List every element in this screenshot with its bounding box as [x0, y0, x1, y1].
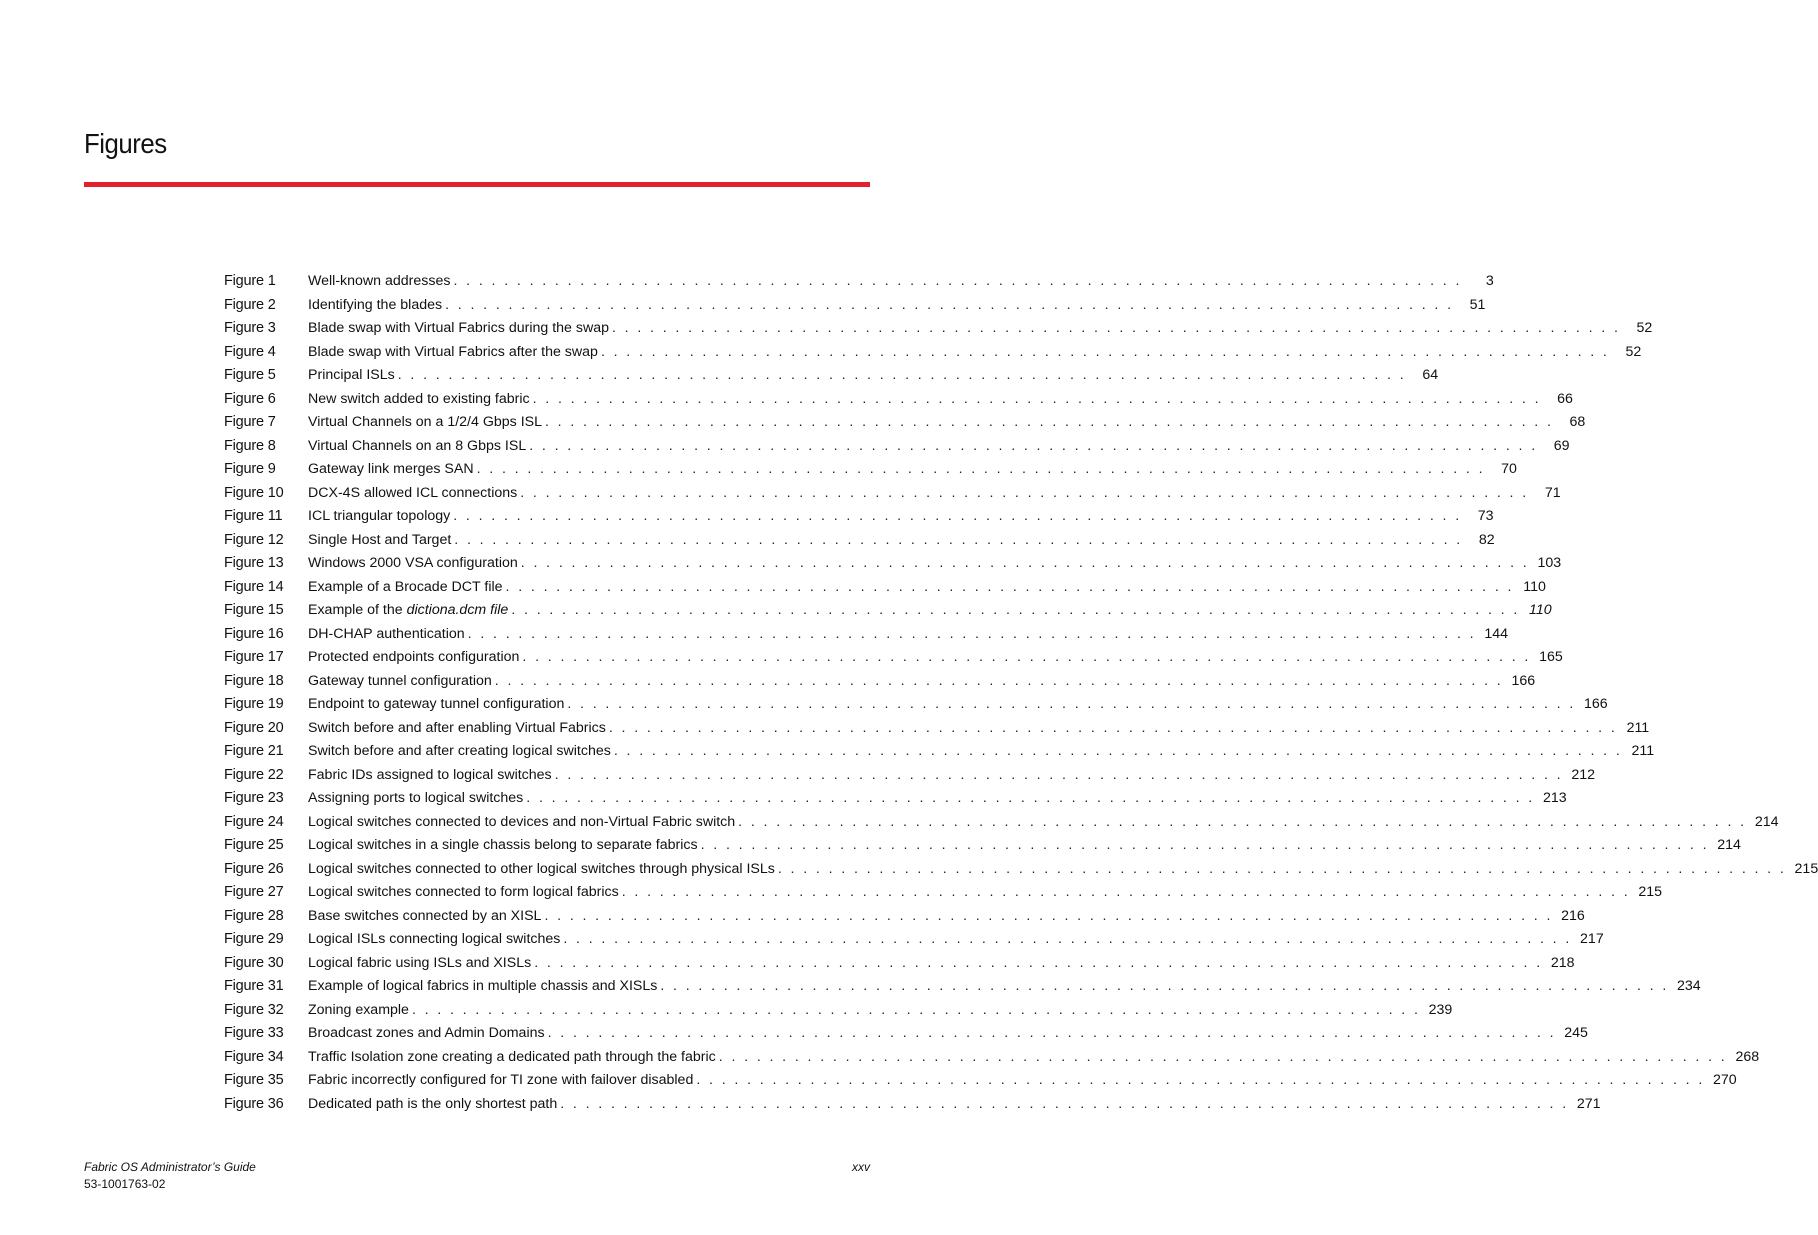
figure-entry-text — [308, 438, 1570, 454]
list-of-figures — [224, 273, 1818, 1119]
dot-leader: . . . . . . . . . . . . . . . . . . . . . . . . . . . . . . . . . . . . . . . . . . . . . . . . . . . . . . . . . . . . . . . . . . . . . . . . . . . . . . . . — [529, 437, 1538, 454]
figure-caption: Fabric IDs assigned to logical switches — [308, 766, 552, 783]
figure-page-number: 110 — [1523, 578, 1546, 595]
figure-label: Figure 20 — [224, 719, 284, 736]
figure-entry-text — [308, 908, 1585, 924]
figure-entry[interactable] — [224, 437, 1570, 462]
figure-entry-text — [308, 1072, 1737, 1088]
figure-entry[interactable] — [224, 1048, 1760, 1073]
figure-caption: DCX-4S allowed ICL connections — [308, 484, 518, 501]
figure-entry[interactable] — [224, 367, 1439, 391]
figure-label: Figure 21 — [224, 743, 284, 759]
figure-page-number: 214 — [1754, 813, 1779, 830]
dot-leader: . . . . . . . . . . . . . . . . . . . . . . . . . . . . . . . . . . . . . . . . . . . . . . . . . . . . . . . . . . . . . . . . . . . . . . . . . . . . . . . . — [718, 1048, 1728, 1065]
figure-caption: Well-known addresses — [308, 273, 451, 289]
dot-leader: . . . . . . . . . . . . . . . . . . . . . . . . . . . . . . . . . . . . . . . . . . . . . . . . . . . . . . . . . . . . . . . . . . . . . . . . . . . . . . . . — [700, 837, 1709, 853]
figure-entry[interactable] — [224, 602, 1552, 626]
figure-caption: Endpoint to gateway tunnel configuration — [308, 696, 565, 712]
figure-label: Figure 35 — [224, 1072, 284, 1088]
figure-label: Figure 22 — [224, 766, 284, 783]
figure-entry[interactable] — [224, 461, 1517, 485]
figure-page-number: 212 — [1571, 766, 1595, 783]
figure-page-number: 270 — [1713, 1072, 1737, 1088]
figure-entry[interactable] — [224, 296, 1486, 321]
dot-leader: . . . . . . . . . . . . . . . . . . . . . . . . . . . . . . . . . . . . . . . . . . . . . . . . . . . . . . . . . . . . . . . . . . . . . . . . . . . . . . . . — [494, 672, 1504, 689]
figure-entry-text — [308, 720, 1649, 736]
figure-caption-italic: dictiona.dcm file — [406, 602, 509, 618]
dot-leader: . . . . . . . . . . . . . . . . . . . . . . . . . . . . . . . . . . . . . . . . . . . . . . . . . . . . . . . . . . . . . . . . . . . . . . . . . . . . . . . . — [563, 931, 1572, 947]
figure-entry-text — [308, 602, 1552, 618]
dot-leader: . . . . . . . . . . . . . . . . . . . . . . . . . . . . . . . . . . . . . . . . . . . . . . . . . . . . . . . . . . . . . . . . . . . . . . . . . . . . . . . . — [567, 696, 1576, 712]
figure-page-number: 110 — [1529, 602, 1552, 618]
figure-label: Figure 11 — [224, 508, 283, 524]
figure-caption: Protected endpoints configuration — [308, 649, 520, 665]
figure-caption: Blade swap with Virtual Fabrics after the swap — [308, 343, 598, 360]
figure-label: Figure 27 — [224, 884, 284, 900]
figure-page-number: 52 — [1636, 320, 1653, 336]
figure-caption: Gateway link merges SAN — [308, 461, 474, 477]
footer-doc-number: 53-1001763-02 — [84, 1177, 166, 1191]
figure-entry-text — [308, 814, 1779, 830]
figure-page-number: 165 — [1539, 649, 1563, 665]
dot-leader: . . . . . . . . . . . . . . . . . . . . . . . . . . . . . . . . . . . . . . . . . . . . . . . . . . . . . . . . . . . . . . . . . . . . . . . . . . . . . . . . — [411, 1001, 1421, 1018]
figure-caption: Example of a Brocade DCT file — [308, 578, 503, 595]
figure-label: Figure 34 — [224, 1048, 284, 1065]
figure-entry[interactable] — [224, 555, 1562, 579]
figure-label: Figure 10 — [224, 484, 284, 501]
figure-label: Figure 15 — [224, 602, 284, 618]
figure-page-number: 144 — [1484, 625, 1509, 642]
figure-entry-text — [308, 767, 1595, 783]
figure-label: Figure 30 — [224, 954, 284, 971]
figure-label: Figure 12 — [224, 531, 284, 548]
figure-page-number: 68 — [1569, 414, 1586, 430]
figure-label: Figure 5 — [224, 367, 276, 383]
figure-page-number: 214 — [1717, 837, 1741, 853]
figure-caption: Traffic Isolation zone creating a dedicated path through the fabric — [308, 1048, 716, 1065]
figure-label: Figure 33 — [224, 1025, 284, 1041]
figure-entry-text — [308, 743, 1654, 759]
dot-leader: . . . . . . . . . . . . . . . . . . . . . . . . . . . . . . . . . . . . . . . . . . . . . . . . . . . . . . . . . . . . . . . . . . . . . . . . . . . . . . . . — [397, 367, 1407, 383]
dot-leader: . . . . . . . . . . . . . . . . . . . . . . . . . . . . . . . . . . . . . . . . . . . . . . . . . . . . . . . . . . . . . . . . . . . . . . . . . . . . . . . . — [505, 578, 1514, 595]
figure-entry-text — [308, 696, 1608, 712]
figure-label: Figure 28 — [224, 907, 284, 924]
figure-label: Figure 14 — [224, 578, 284, 595]
figure-entry[interactable] — [224, 390, 1573, 415]
figure-entry[interactable] — [224, 860, 1818, 885]
dot-leader: . . . . . . . . . . . . . . . . . . . . . . . . . . . . . . . . . . . . . . . . . . . . . . . . . . . . . . . . . . . . . . . . . . . . . . . . . . . . . . . . — [608, 719, 1618, 736]
figure-page-number: 215 — [1638, 884, 1663, 900]
figure-label: Figure 29 — [224, 931, 284, 947]
figure-entry[interactable] — [224, 625, 1509, 650]
dot-leader: . . . . . . . . . . . . . . . . . . . . . . . . . . . . . . . . . . . . . . . . . . . . . . . . . . . . . . . . . . . . . . . . . . . . . . . . . . . . . . . . — [476, 461, 1485, 477]
figure-label: Figure 8 — [224, 437, 276, 454]
figure-entry-text — [308, 485, 1561, 501]
figure-page-number: 51 — [1469, 296, 1486, 313]
figure-entry-text — [308, 978, 1701, 994]
figure-entry[interactable] — [224, 978, 1701, 1002]
dot-leader: . . . . . . . . . . . . . . . . . . . . . . . . . . . . . . . . . . . . . . . . . . . . . . . . . . . . . . . . . . . . . . . . . . . . . . . . . . . . . . . . — [454, 531, 1463, 548]
figure-entry[interactable] — [224, 696, 1608, 720]
figure-caption: Fabric incorrectly configured for TI zone with failover disabled — [308, 1072, 694, 1088]
figure-caption: Dedicated path is the only shortest path — [308, 1095, 558, 1112]
figure-page-number: 218 — [1550, 954, 1575, 971]
figure-entry-text — [308, 579, 1546, 595]
figure-page-number: 166 — [1511, 672, 1536, 689]
figure-caption: Switch before and after creating logical switches — [308, 743, 611, 759]
figure-entry[interactable] — [224, 484, 1561, 509]
figure-page-number: 73 — [1477, 508, 1494, 524]
figure-page-number: 166 — [1584, 696, 1608, 712]
figure-page-number: 271 — [1576, 1095, 1601, 1112]
footer-page-number: xxv — [852, 1160, 870, 1174]
figure-caption: Principal ISLs — [308, 367, 395, 383]
dot-leader: . . . . . . . . . . . . . . . . . . . . . . . . . . . . . . . . . . . . . . . . . . . . . . . . . . . . . . . . . . . . . . . . . . . . . . . . . . . . . . . . — [522, 649, 1531, 665]
figure-caption: Switch before and after enabling Virtual Fabrics — [308, 719, 606, 736]
dot-leader: . . . . . . . . . . . . . . . . . . . . . . . . . . . . . . . . . . . . . . . . . . . . . . . . . . . . . . . . . . . . . . . . . . . . . . . . . . . . . . . . — [600, 343, 1610, 360]
dot-leader: . . . . . . . . . . . . . . . . . . . . . . . . . . . . . . . . . . . . . . . . . . . . . . . . . . . . . . . . . . . . . . . . . . . . . . . . . . . . . . . . — [467, 625, 1477, 642]
figure-entry[interactable] — [224, 837, 1741, 861]
figure-entry[interactable] — [224, 884, 1663, 908]
figure-entry[interactable] — [224, 1001, 1453, 1026]
page-title: Figures — [84, 128, 167, 159]
figure-entry-text — [308, 1049, 1759, 1065]
figure-caption: Logical switches connected to form logical fabrics — [308, 884, 619, 900]
figure-entry[interactable] — [224, 578, 1546, 603]
figure-entry[interactable] — [224, 320, 1653, 344]
figure-page-number: 213 — [1542, 790, 1567, 806]
figure-entry-text — [308, 273, 1494, 289]
figure-page-number: 215 — [1794, 860, 1818, 877]
figure-entry[interactable] — [224, 1025, 1588, 1049]
dot-leader: . . . . . . . . . . . . . . . . . . . . . . . . . . . . . . . . . . . . . . . . . . . . . . . . . . . . . . . . . . . . . . . . . . . . . . . . . . . . . . . . — [453, 508, 1462, 524]
figure-entry[interactable] — [224, 719, 1650, 744]
figure-entry-text — [308, 649, 1563, 665]
figure-entry-text — [308, 555, 1561, 571]
figure-page-number: 211 — [1631, 743, 1655, 759]
dot-leader: . . . . . . . . . . . . . . . . . . . . . . . . . . . . . . . . . . . . . . . . . . . . . . . . . . . . . . . . . . . . . . . . . . . . . . . . . . . . . . . . — [520, 555, 1530, 571]
figure-entry[interactable] — [224, 931, 1604, 955]
figure-caption: ICL triangular topology — [308, 508, 451, 524]
figure-entry[interactable] — [224, 907, 1585, 932]
dot-leader: . . . . . . . . . . . . . . . . . . . . . . . . . . . . . . . . . . . . . . . . . . . . . . . . . . . . . . . . . . . . . . . . . . . . . . . . . . . . . . . . — [696, 1072, 1705, 1088]
footer-book-title: Fabric OS Administrator’s Guide — [84, 1160, 256, 1174]
figure-entry-text — [308, 626, 1508, 642]
figure-label: Figure 16 — [224, 625, 284, 642]
figure-entry-text — [308, 837, 1741, 853]
title-divider — [84, 182, 870, 187]
figure-label: Figure 13 — [224, 555, 284, 571]
figure-label: Figure 26 — [224, 860, 284, 877]
figure-entry[interactable] — [224, 1072, 1737, 1096]
dot-leader: . . . . . . . . . . . . . . . . . . . . . . . . . . . . . . . . . . . . . . . . . . . . . . . . . . . . . . . . . . . . . . . . . . . . . . . . . . . . . . . . — [453, 273, 1462, 289]
dot-leader: . . . . . . . . . . . . . . . . . . . . . . . . . . . . . . . . . . . . . . . . . . . . . . . . . . . . . . . . . . . . . . . . . . . . . . . . . . . . . . . . — [532, 390, 1541, 407]
figure-entry-text — [308, 673, 1535, 689]
figure-caption: Logical ISLs connecting logical switches — [308, 931, 561, 947]
figure-entry[interactable] — [224, 273, 1494, 297]
figure-entry[interactable] — [224, 649, 1563, 673]
figure-caption-prefix: Example of the — [308, 602, 407, 618]
dot-leader: . . . . . . . . . . . . . . . . . . . . . . . . . . . . . . . . . . . . . . . . . . . . . . . . . . . . . . . . . . . . . . . . . . . . . . . . . . . . . . . . — [547, 1025, 1556, 1041]
figure-entry-text — [308, 1096, 1601, 1112]
figure-caption: Virtual Channels on a 1/2/4 Gbps ISL — [308, 414, 542, 430]
figure-entry[interactable] — [224, 414, 1586, 438]
figure-entry-text — [308, 461, 1517, 477]
figure-caption: Logical switches connected to other logical switches through physical ISLs — [308, 860, 775, 877]
dot-leader: . . . . . . . . . . . . . . . . . . . . . . . . . . . . . . . . . . . . . . . . . . . . . . . . . . . . . . . . . . . . . . . . . . . . . . . . . . . . . . . . — [554, 766, 1563, 783]
dot-leader: . . . . . . . . . . . . . . . . . . . . . . . . . . . . . . . . . . . . . . . . . . . . . . . . . . . . . . . . . . . . . . . . . . . . . . . . . . . . . . . . — [613, 743, 1623, 759]
figure-caption: Gateway tunnel configuration — [308, 672, 492, 689]
figure-caption — [308, 602, 508, 618]
figure-entry[interactable] — [224, 508, 1494, 532]
figure-page-number: 217 — [1580, 931, 1604, 947]
figure-page-number: 66 — [1557, 390, 1573, 407]
figure-entry-text — [308, 414, 1585, 430]
figure-entry-text — [308, 320, 1652, 336]
figure-label: Figure 31 — [224, 978, 284, 994]
figure-entry-text — [308, 508, 1494, 524]
figure-label: Figure 9 — [224, 461, 276, 477]
figure-label: Figure 1 — [224, 273, 276, 289]
figure-caption: Zoning example — [308, 1001, 409, 1018]
figure-page-number: 234 — [1677, 978, 1701, 994]
figure-page-number: 239 — [1428, 1001, 1453, 1018]
figure-caption: Base switches connected by an XISL — [308, 907, 542, 924]
figure-label: Figure 24 — [224, 813, 284, 830]
figure-entry-text — [308, 1025, 1588, 1041]
dot-leader: . . . . . . . . . . . . . . . . . . . . . . . . . . . . . . . . . . . . . . . . . . . . . . . . . . . . . . . . . . . . . . . . . . . . . . . . . . . . . . . . — [777, 860, 1787, 877]
dot-leader: . . . . . . . . . . . . . . . . . . . . . . . . . . . . . . . . . . . . . . . . . . . . . . . . . . . . . . . . . . . . . . . . . . . . . . . . . . . . . . . . — [445, 296, 1454, 313]
dot-leader: . . . . . . . . . . . . . . . . . . . . . . . . . . . . . . . . . . . . . . . . . . . . . . . . . . . . . . . . . . . . . . . . . . . . . . . . . . . . . . . . — [660, 978, 1669, 994]
figure-caption: Logical switches connected to devices and non-Virtual Fabric switch — [308, 813, 736, 830]
dot-leader: . . . . . . . . . . . . . . . . . . . . . . . . . . . . . . . . . . . . . . . . . . . . . . . . . . . . . . . . . . . . . . . . . . . . . . . . . . . . . . . . — [738, 813, 1747, 830]
figure-caption: Windows 2000 VSA configuration — [308, 555, 518, 571]
figure-entry[interactable] — [224, 743, 1655, 767]
figure-caption: New switch added to existing fabric — [308, 390, 530, 407]
figure-caption: Assigning ports to logical switches — [308, 790, 524, 806]
figure-label: Figure 7 — [224, 414, 276, 430]
figure-page-number: 3 — [1485, 273, 1494, 289]
figure-page-number: 70 — [1501, 461, 1517, 477]
figure-entry-text — [308, 861, 1818, 877]
dot-leader: . . . . . . . . . . . . . . . . . . . . . . . . . . . . . . . . . . . . . . . . . . . . . . . . . . . . . . . . . . . . . . . . . . . . . . . . . . . . . . . . — [621, 884, 1631, 900]
figure-entry[interactable] — [224, 343, 1642, 368]
figure-entry-text — [308, 1002, 1452, 1018]
figure-caption: Virtual Channels on an 8 Gbps ISL — [308, 437, 527, 454]
figure-label: Figure 36 — [224, 1095, 284, 1112]
figure-page-number: 82 — [1478, 531, 1495, 548]
figure-label: Figure 4 — [224, 343, 276, 360]
figure-entry-text — [308, 367, 1438, 383]
figure-page-number: 216 — [1561, 907, 1585, 924]
figure-page-number: 268 — [1735, 1048, 1760, 1065]
figure-page-number: 245 — [1564, 1025, 1588, 1041]
figure-label: Figure 3 — [224, 320, 276, 336]
dot-leader: . . . . . . . . . . . . . . . . . . . . . . . . . . . . . . . . . . . . . . . . . . . . . . . . . . . . . . . . . . . . . . . . . . . . . . . . . . . . . . . . — [511, 602, 1520, 618]
figure-caption: DH-CHAP authentication — [308, 625, 465, 642]
figure-label: Figure 19 — [224, 696, 284, 712]
figure-entry[interactable] — [224, 954, 1575, 979]
figure-label: Figure 17 — [224, 649, 284, 665]
dot-leader: . . . . . . . . . . . . . . . . . . . . . . . . . . . . . . . . . . . . . . . . . . . . . . . . . . . . . . . . . . . . . . . . . . . . . . . . . . . . . . . . — [544, 907, 1553, 924]
dot-leader: . . . . . . . . . . . . . . . . . . . . . . . . . . . . . . . . . . . . . . . . . . . . . . . . . . . . . . . . . . . . . . . . . . . . . . . . . . . . . . . . — [560, 1095, 1569, 1112]
figure-page-number: 64 — [1422, 367, 1439, 383]
figure-entry-text — [308, 931, 1604, 947]
figure-entry-text — [308, 955, 1575, 971]
figure-entry-text — [308, 790, 1567, 806]
dot-leader: . . . . . . . . . . . . . . . . . . . . . . . . . . . . . . . . . . . . . . . . . . . . . . . . . . . . . . . . . . . . . . . . . . . . . . . . . . . . . . . . — [520, 484, 1529, 501]
figure-label: Figure 2 — [224, 296, 276, 313]
figure-label: Figure 6 — [224, 390, 276, 407]
figure-entry[interactable] — [224, 790, 1567, 814]
figure-entry[interactable] — [224, 766, 1595, 791]
figure-page-number: 52 — [1625, 343, 1642, 360]
figure-label: Figure 18 — [224, 672, 284, 689]
figure-entry[interactable] — [224, 813, 1779, 838]
figure-page-number: 71 — [1544, 484, 1561, 501]
figure-caption: Example of logical fabrics in multiple chassis and XISLs — [308, 978, 658, 994]
figure-caption: Blade swap with Virtual Fabrics during the swap — [308, 320, 609, 336]
figure-caption: Identifying the blades — [308, 296, 443, 313]
figure-entry-text — [308, 532, 1495, 548]
figure-entry[interactable] — [224, 531, 1495, 556]
figure-entry-text — [308, 884, 1662, 900]
dot-leader: . . . . . . . . . . . . . . . . . . . . . . . . . . . . . . . . . . . . . . . . . . . . . . . . . . . . . . . . . . . . . . . . . . . . . . . . . . . . . . . . — [611, 320, 1621, 336]
figure-entry-text — [308, 297, 1485, 313]
figure-caption: Single Host and Target — [308, 531, 452, 548]
figure-label: Figure 23 — [224, 790, 284, 806]
figure-label: Figure 32 — [224, 1001, 284, 1018]
figure-entry-text — [308, 344, 1641, 360]
dot-leader: . . . . . . . . . . . . . . . . . . . . . . . . . . . . . . . . . . . . . . . . . . . . . . . . . . . . . . . . . . . . . . . . . . . . . . . . . . . . . . . . — [544, 414, 1554, 430]
figure-caption: Logical fabric using ISLs and XISLs — [308, 954, 532, 971]
figure-page-number: 69 — [1553, 437, 1570, 454]
figure-entry[interactable] — [224, 672, 1536, 697]
figure-entry-text — [308, 391, 1573, 407]
figure-caption: Logical switches in a single chassis belong to separate fabrics — [308, 837, 698, 853]
figure-page-number: 103 — [1537, 555, 1562, 571]
figure-label: Figure 25 — [224, 837, 284, 853]
dot-leader: . . . . . . . . . . . . . . . . . . . . . . . . . . . . . . . . . . . . . . . . . . . . . . . . . . . . . . . . . . . . . . . . . . . . . . . . . . . . . . . . — [526, 790, 1535, 806]
figure-entry[interactable] — [224, 1095, 1601, 1120]
dot-leader: . . . . . . . . . . . . . . . . . . . . . . . . . . . . . . . . . . . . . . . . . . . . . . . . . . . . . . . . . . . . . . . . . . . . . . . . . . . . . . . . — [534, 954, 1543, 971]
figure-caption: Broadcast zones and Admin Domains — [308, 1025, 545, 1041]
figure-page-number: 211 — [1626, 719, 1650, 736]
